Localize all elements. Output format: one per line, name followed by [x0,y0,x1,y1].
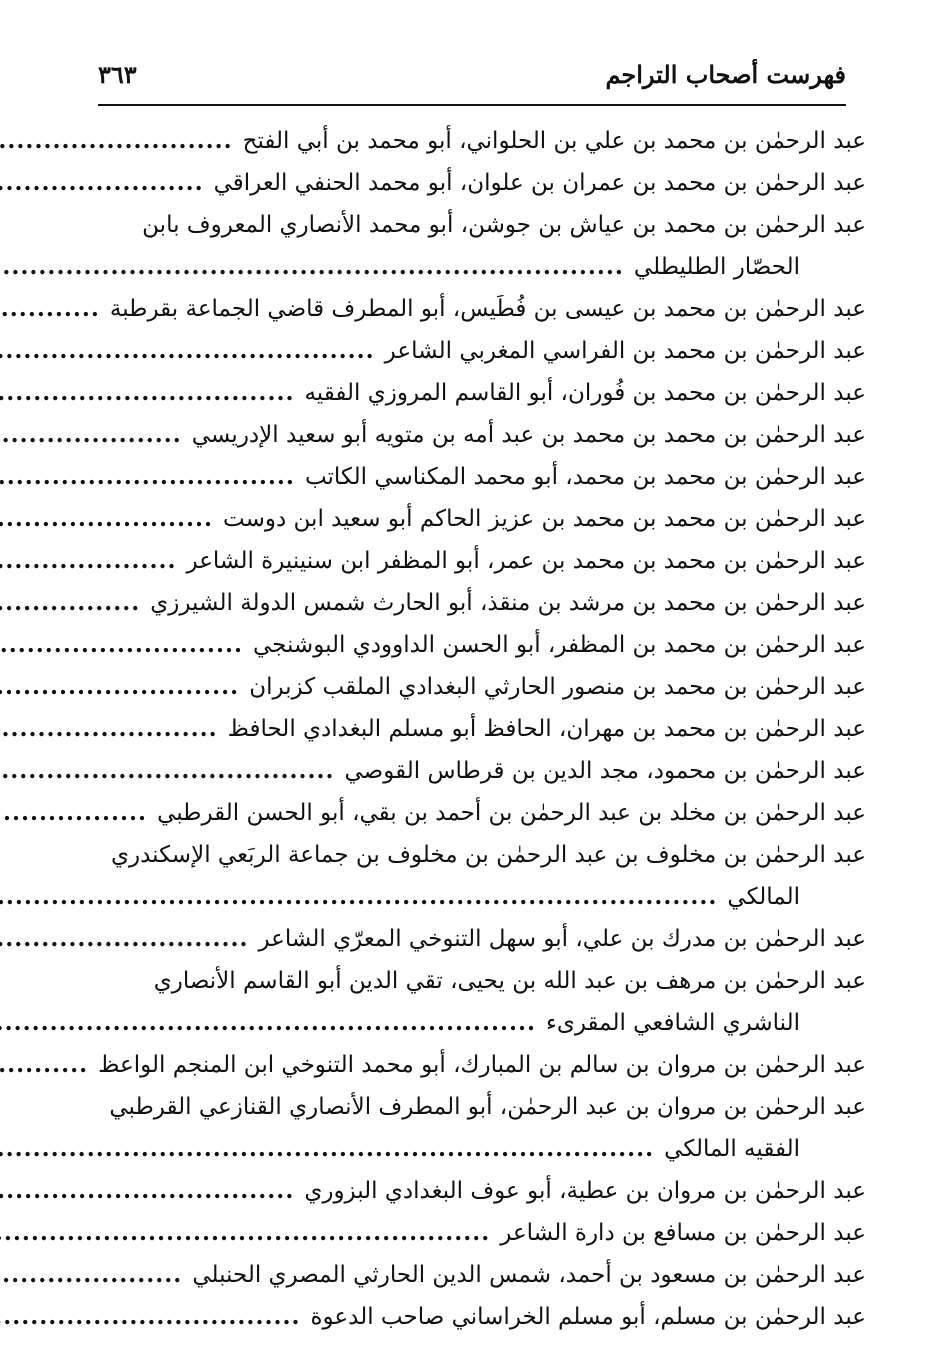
leader-dots [0,708,218,750]
index-entry [98,1296,866,1338]
index-entry [98,204,866,246]
index-entry [98,624,866,666]
entry-text: عبد الرحمٰن بن مروان بن عبد الرحمٰن، أبو المطرف الأنصاري القنازعي القرطبي [109,1094,866,1120]
leader-dots [0,624,243,666]
index-entry [98,330,866,372]
entry-text: عبد الرحمٰن بن مسلم، أبو مسلم الخراساني صاحب الدعوة [310,1304,866,1330]
index-entry-continuation [98,246,866,288]
leader-dots [0,246,624,288]
index-entry [98,540,866,582]
index-entry [98,1212,866,1254]
index-entry [98,498,866,540]
leader-dots [0,120,233,162]
entry-text: عبد الرحمٰن بن محمد بن محمد، أبو محمد المكناسي الكاتب [304,464,866,490]
entry-text: عبد الرحمٰن بن محمد بن محمد بن عمر، أبو المظفر ابن سنينيرة الشاعر [186,548,866,574]
leader-dots [0,540,177,582]
index-entry [98,708,866,750]
index-entry [98,456,866,498]
entry-text: عبد الرحمٰن بن مروان بن سالم بن المبارك، أبو محمد التنوخي ابن المنجم الواعظ [98,1052,866,1078]
index-entry-continuation [98,1128,866,1170]
index-entry [98,666,866,708]
leader-dots [0,918,248,960]
entry-text: عبد الرحمٰن بن محمد بن محمد بن عبد أمه بن متويه أبو سعيد الإدريسي [191,422,866,448]
entry-text: الفقيه المالكي [664,1136,800,1162]
index-entry-continuation [98,876,866,918]
header-page-number: ٣٦٣ [98,60,137,89]
index-entries [98,120,866,1338]
leader-dots [0,498,213,540]
entry-text: عبد الرحمٰن بن محمد بن منصور الحارثي البغدادي الملقب كزبران [249,674,866,700]
entry-text: عبد الرحمٰن بن محمود، مجد الدين بن قرطاس القوصي [344,758,866,784]
index-entry [98,414,866,456]
leader-dots [0,666,239,708]
entry-text: عبد الرحمٰن بن محمد بن مهران، الحافظ أبو مسلم البغدادي الحافظ [227,716,866,742]
entry-text: عبد الرحمٰن بن محمد بن المظفر، أبو الحسن الداوودي البوشنجي [252,632,866,658]
entry-text: عبد الرحمٰن بن محمد بن مرشد بن منقذ، أبو الحارث شمس الدولة الشيرزي [150,590,866,616]
entry-text: عبد الرحمٰن بن مروان بن عطية، أبو عوف البغدادي البزوري [304,1178,866,1204]
entry-text: عبد الرحمٰن بن محمد بن عمران بن علوان، أبو محمد الحنفي العراقي [213,170,866,196]
index-entry [98,750,866,792]
leader-dots [0,372,294,414]
leader-dots [0,792,147,834]
leader-dots [0,456,295,498]
entry-text: عبد الرحمٰن بن محمد بن عياش بن جوشن، أبو محمد الأنصاري المعروف بابن [142,212,866,238]
header-rule [98,104,846,106]
index-entry [98,834,866,876]
leader-dots [0,1296,300,1338]
index-entry [98,1170,866,1212]
entry-text: الناشري الشافعي المقرىء [546,1010,800,1036]
index-entry [98,1044,866,1086]
leader-dots [0,750,335,792]
leader-dots [0,582,140,624]
leader-dots [0,1002,536,1044]
entry-text: عبد الرحمٰن بن مسعود بن أحمد، شمس الدين الحارثي المصري الحنبلي [192,1262,866,1288]
index-entry [98,288,866,330]
page-header [98,48,846,104]
index-entry [98,1086,866,1128]
entry-text: عبد الرحمٰن بن محمد بن محمد بن عزيز الحاكم أبو سعيد ابن دوست [223,506,866,532]
entry-text: الحصّار الطليطلي [633,254,800,280]
leader-dots [0,1044,88,1086]
entry-text: عبد الرحمٰن بن محمد بن فُوران، أبو القاسم المروزي الفقيه [304,380,866,406]
entry-text: عبد الرحمٰن بن مخلد بن عبد الرحمٰن بن أحمد بن بقي، أبو الحسن القرطبي [157,800,866,826]
leader-dots [0,1254,182,1296]
leader-dots [0,162,204,204]
leader-dots [0,876,717,918]
entry-text: عبد الرحمٰن بن محمد بن الفراسي المغربي الشاعر [384,338,866,364]
header-title: فهرست أصحاب التراجم [605,60,846,89]
leader-dots [0,330,375,372]
entry-text: عبد الرحمٰن بن مرهف بن عبد الله بن يحيى، تقي الدين أبو القاسم الأنصاري [153,968,866,994]
entry-text: عبد الرحمٰن بن مسافع بن دارة الشاعر [500,1220,866,1246]
index-entry [98,792,866,834]
index-entry [98,372,866,414]
entry-text: المالكي [727,884,800,910]
leader-dots [0,1170,294,1212]
leader-dots [0,1128,654,1170]
entry-text: عبد الرحمٰن بن محمد بن عيسى بن فُطَيس، أبو المطرف قاضي الجماعة بقرطبة [109,296,866,322]
index-entry [98,1254,866,1296]
index-entry [98,162,866,204]
entry-text: عبد الرحمٰن بن محمد بن علي بن الحلواني، أبو محمد بن أبي الفتح [242,128,866,154]
entry-text: عبد الرحمٰن بن مخلوف بن عبد الرحمٰن بن مخلوف بن جماعة الربَعي الإسكندري [110,842,866,868]
index-entry [98,960,866,1002]
index-entry [98,582,866,624]
index-entry-continuation [98,1002,866,1044]
leader-dots [0,414,182,456]
leader-dots [0,1212,490,1254]
index-entry [98,918,866,960]
leader-dots [0,288,100,330]
index-entry [98,120,866,162]
entry-text: عبد الرحمٰن بن مدرك بن علي، أبو سهل التنوخي المعرّي الشاعر [258,926,866,952]
